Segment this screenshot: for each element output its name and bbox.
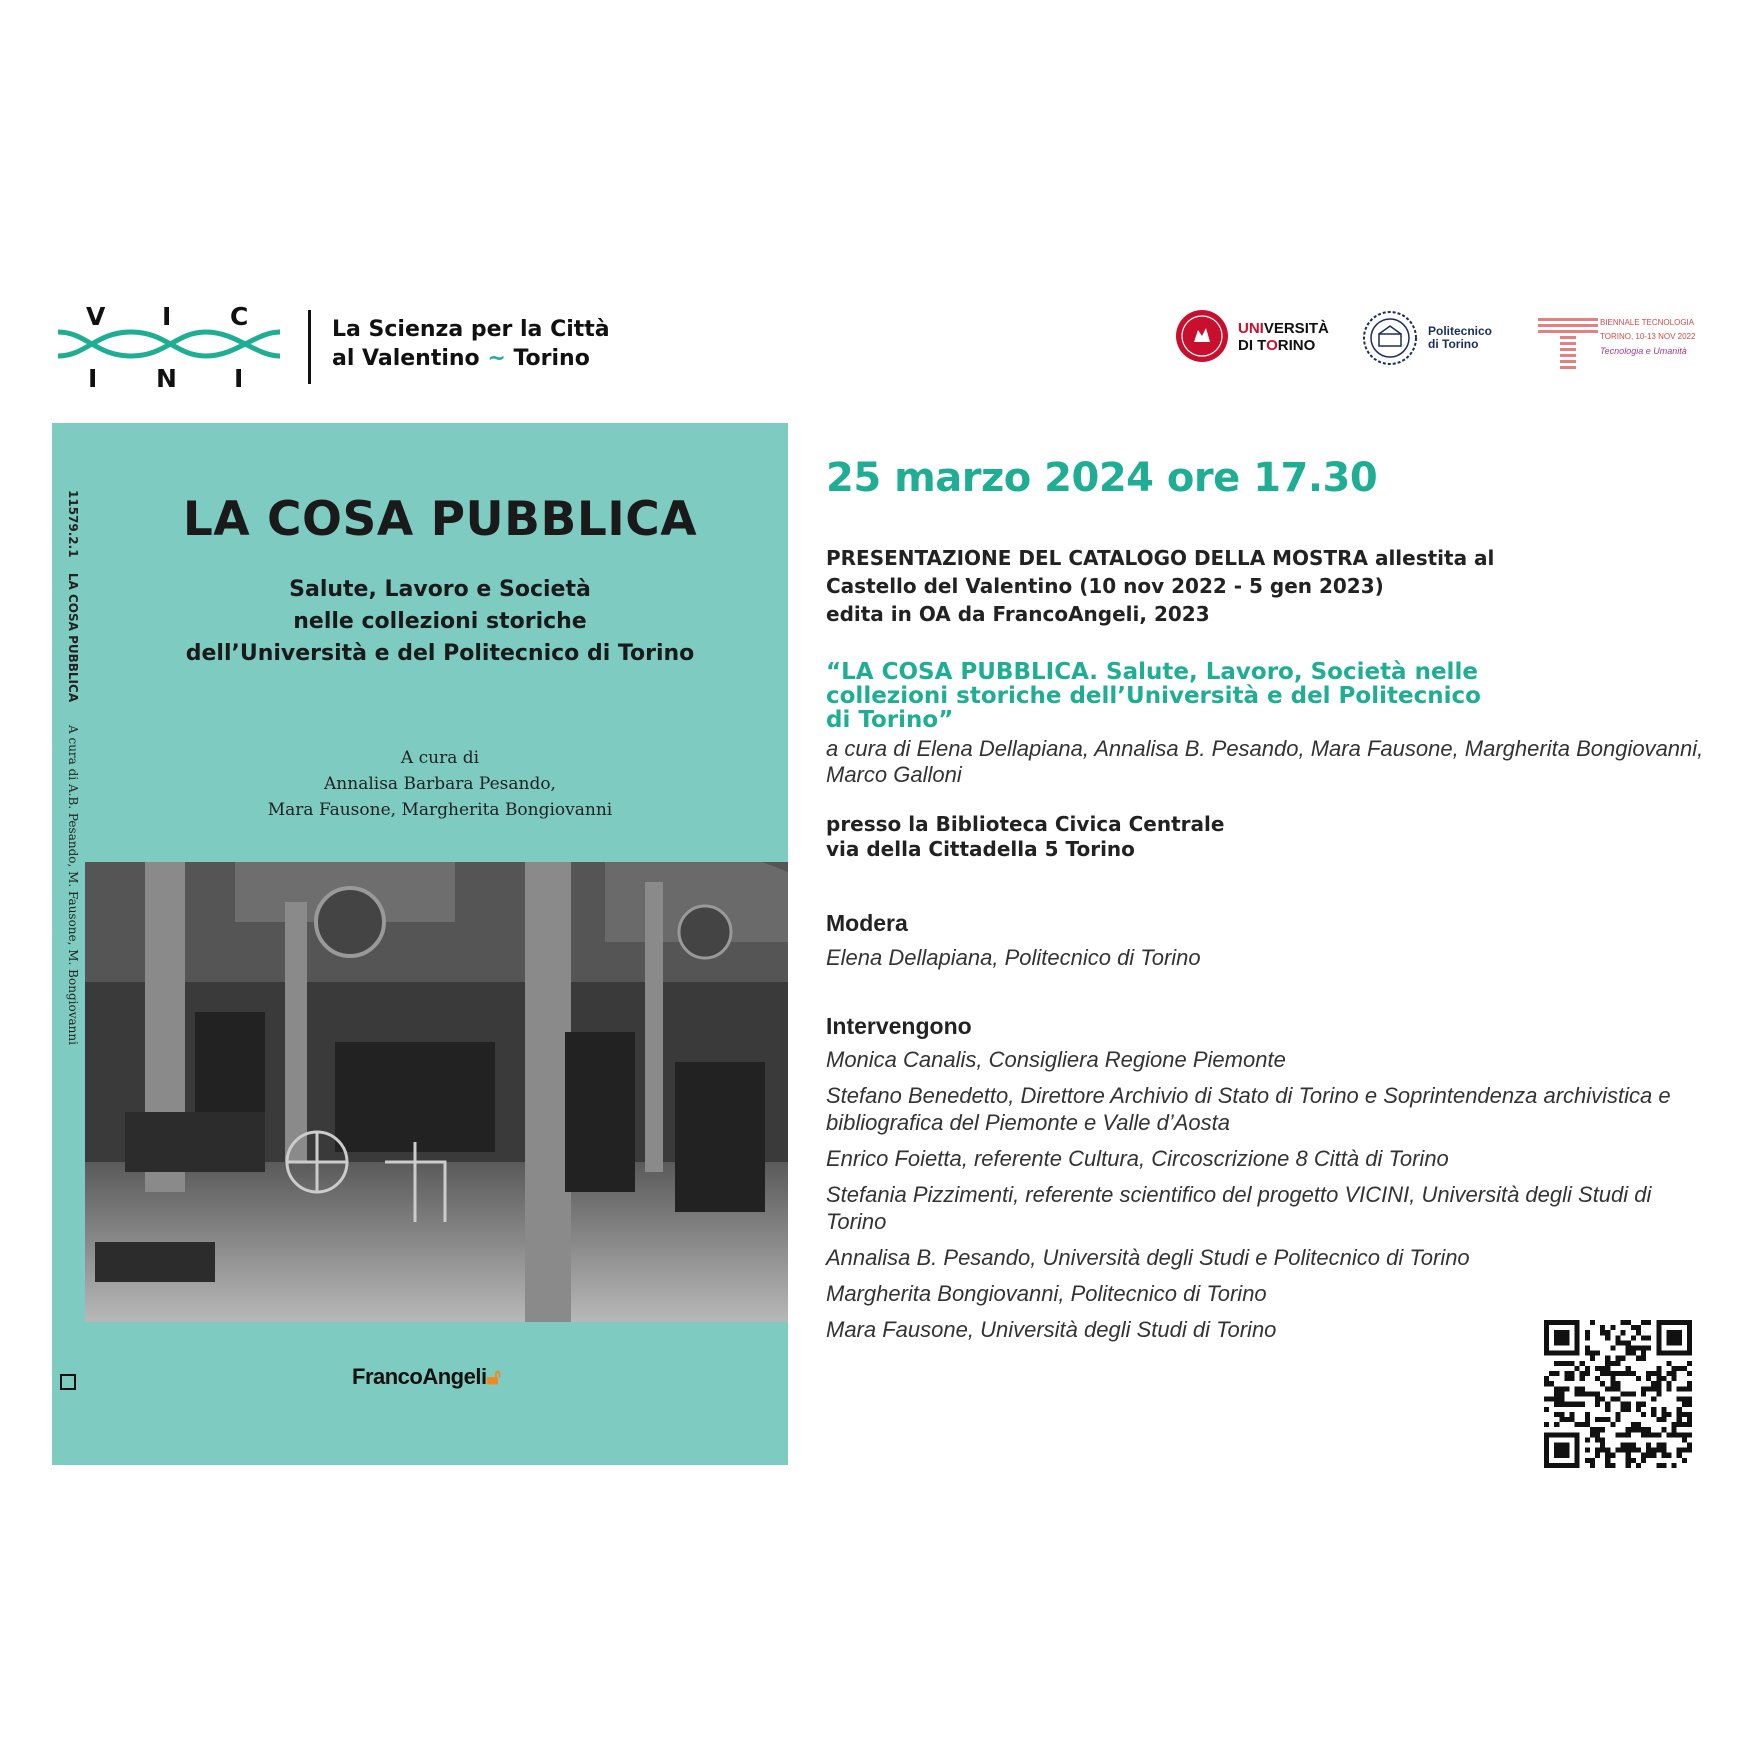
book-title: LA COSA PUBBLICA bbox=[182, 492, 698, 547]
book-spine-text: 11579.2.1 LA COSA PUBBLICA A cura di A.B. Pesando, M. Fausone, M. Bongiovanni bbox=[66, 490, 80, 1045]
event-date: 25 marzo 2024 ore 17.30 bbox=[826, 455, 1378, 501]
biennale-logo-icon bbox=[1536, 314, 1600, 372]
catalog-title: “LA COSA PUBBLICA. Salute, Lavoro, Società nelle collezioni storiche dell’Università e del Politecnico di Torino” bbox=[826, 659, 1481, 733]
presentation-text: PRESENTAZIONE DEL CATALOGO DELLA MOSTRA allestita al Castello del Valentino (10 nov 2022 - 5 gen 2023) edita in OA da FrancoAngeli, 2023 bbox=[826, 546, 1495, 626]
tagline-place: al Valentino bbox=[332, 346, 480, 371]
book-editors: A cura di Annalisa Barbara Pesando, Mara Fausone, Margherita Bongiovanni bbox=[267, 748, 613, 820]
tagline-line1: La Scienza per la Città bbox=[332, 317, 610, 342]
tagline-line2 bbox=[332, 344, 610, 373]
polito-logo-text: Politecnico di Torino bbox=[1428, 324, 1493, 351]
historic-laboratory-photo bbox=[85, 862, 788, 1322]
biennale-logo-text: BIENNALE TECNOLOGIA TORINO, 10-13 NOV 2022 Tecnologia e Umanità bbox=[1600, 318, 1696, 356]
unito-logo-text: UNIVERSITÀ DI TORINO bbox=[1238, 320, 1329, 354]
logo-letter: I bbox=[234, 364, 244, 393]
open-access-icon: 🔓︎ bbox=[486, 1364, 501, 1389]
unito-seal-icon bbox=[1176, 310, 1228, 362]
speakers-heading: Intervengono bbox=[826, 1013, 972, 1039]
speaker-item: Margherita Bongiovanni, Politecnico di Torino bbox=[826, 1281, 1267, 1306]
speaker-item: Annalisa B. Pesando, Università degli Studi e Politecnico di Torino bbox=[826, 1245, 1470, 1270]
speaker-item: Enrico Foietta, referente Cultura, Circoscrizione 8 Città di Torino bbox=[826, 1146, 1449, 1171]
logo-letter: C bbox=[230, 302, 249, 331]
catalog-curators: a cura di Elena Dellapiana, Annalisa B. Pesando, Mara Fausone, Margherita Bongiovanni, Marco Galloni bbox=[826, 736, 1704, 787]
header-tagline bbox=[332, 315, 610, 373]
speakers-list bbox=[826, 1046, 1716, 1352]
polito-seal-icon bbox=[1362, 310, 1418, 366]
vicini-logo bbox=[56, 302, 282, 394]
event-venue: presso la Biblioteca Civica Centrale via della Cittadella 5 Torino bbox=[826, 812, 1225, 861]
speaker-item: Stefania Pizzimenti, referente scientifico del progetto VICINI, Università degli Studi di Torino bbox=[826, 1182, 1652, 1234]
moderator-name: Elena Dellapiana, Politecnico di Torino bbox=[826, 945, 1201, 970]
header-divider bbox=[308, 310, 311, 384]
book-subtitle: Salute, Lavoro e Società nelle collezioni storiche dell’Università e del Politecnico di Torino bbox=[185, 577, 695, 666]
moderator-heading: Modera bbox=[826, 910, 908, 936]
speaker-item: Monica Canalis, Consigliera Regione Piemonte bbox=[826, 1047, 1286, 1072]
logo-letter: I bbox=[88, 364, 98, 393]
wave-icon bbox=[56, 324, 282, 364]
logo-letter: V bbox=[86, 302, 106, 331]
tagline-tilde: ~ bbox=[487, 346, 506, 371]
logo-letter: N bbox=[156, 364, 177, 393]
tagline-city: Torino bbox=[513, 346, 590, 371]
speaker-item: Mara Fausone, Università degli Studi di Torino bbox=[826, 1317, 1277, 1342]
spine-logo-icon bbox=[60, 1374, 76, 1390]
qr-code-icon[interactable] bbox=[1544, 1320, 1692, 1468]
speaker-item: Stefano Benedetto, Direttore Archivio di Stato di Torino e Soprintendenza archivistica e bibliografica del Piemonte e Valle d’Aosta bbox=[826, 1083, 1671, 1135]
logo-letter: I bbox=[162, 302, 172, 331]
publisher-logo: FrancoAngeli🔓︎ bbox=[352, 1364, 501, 1389]
